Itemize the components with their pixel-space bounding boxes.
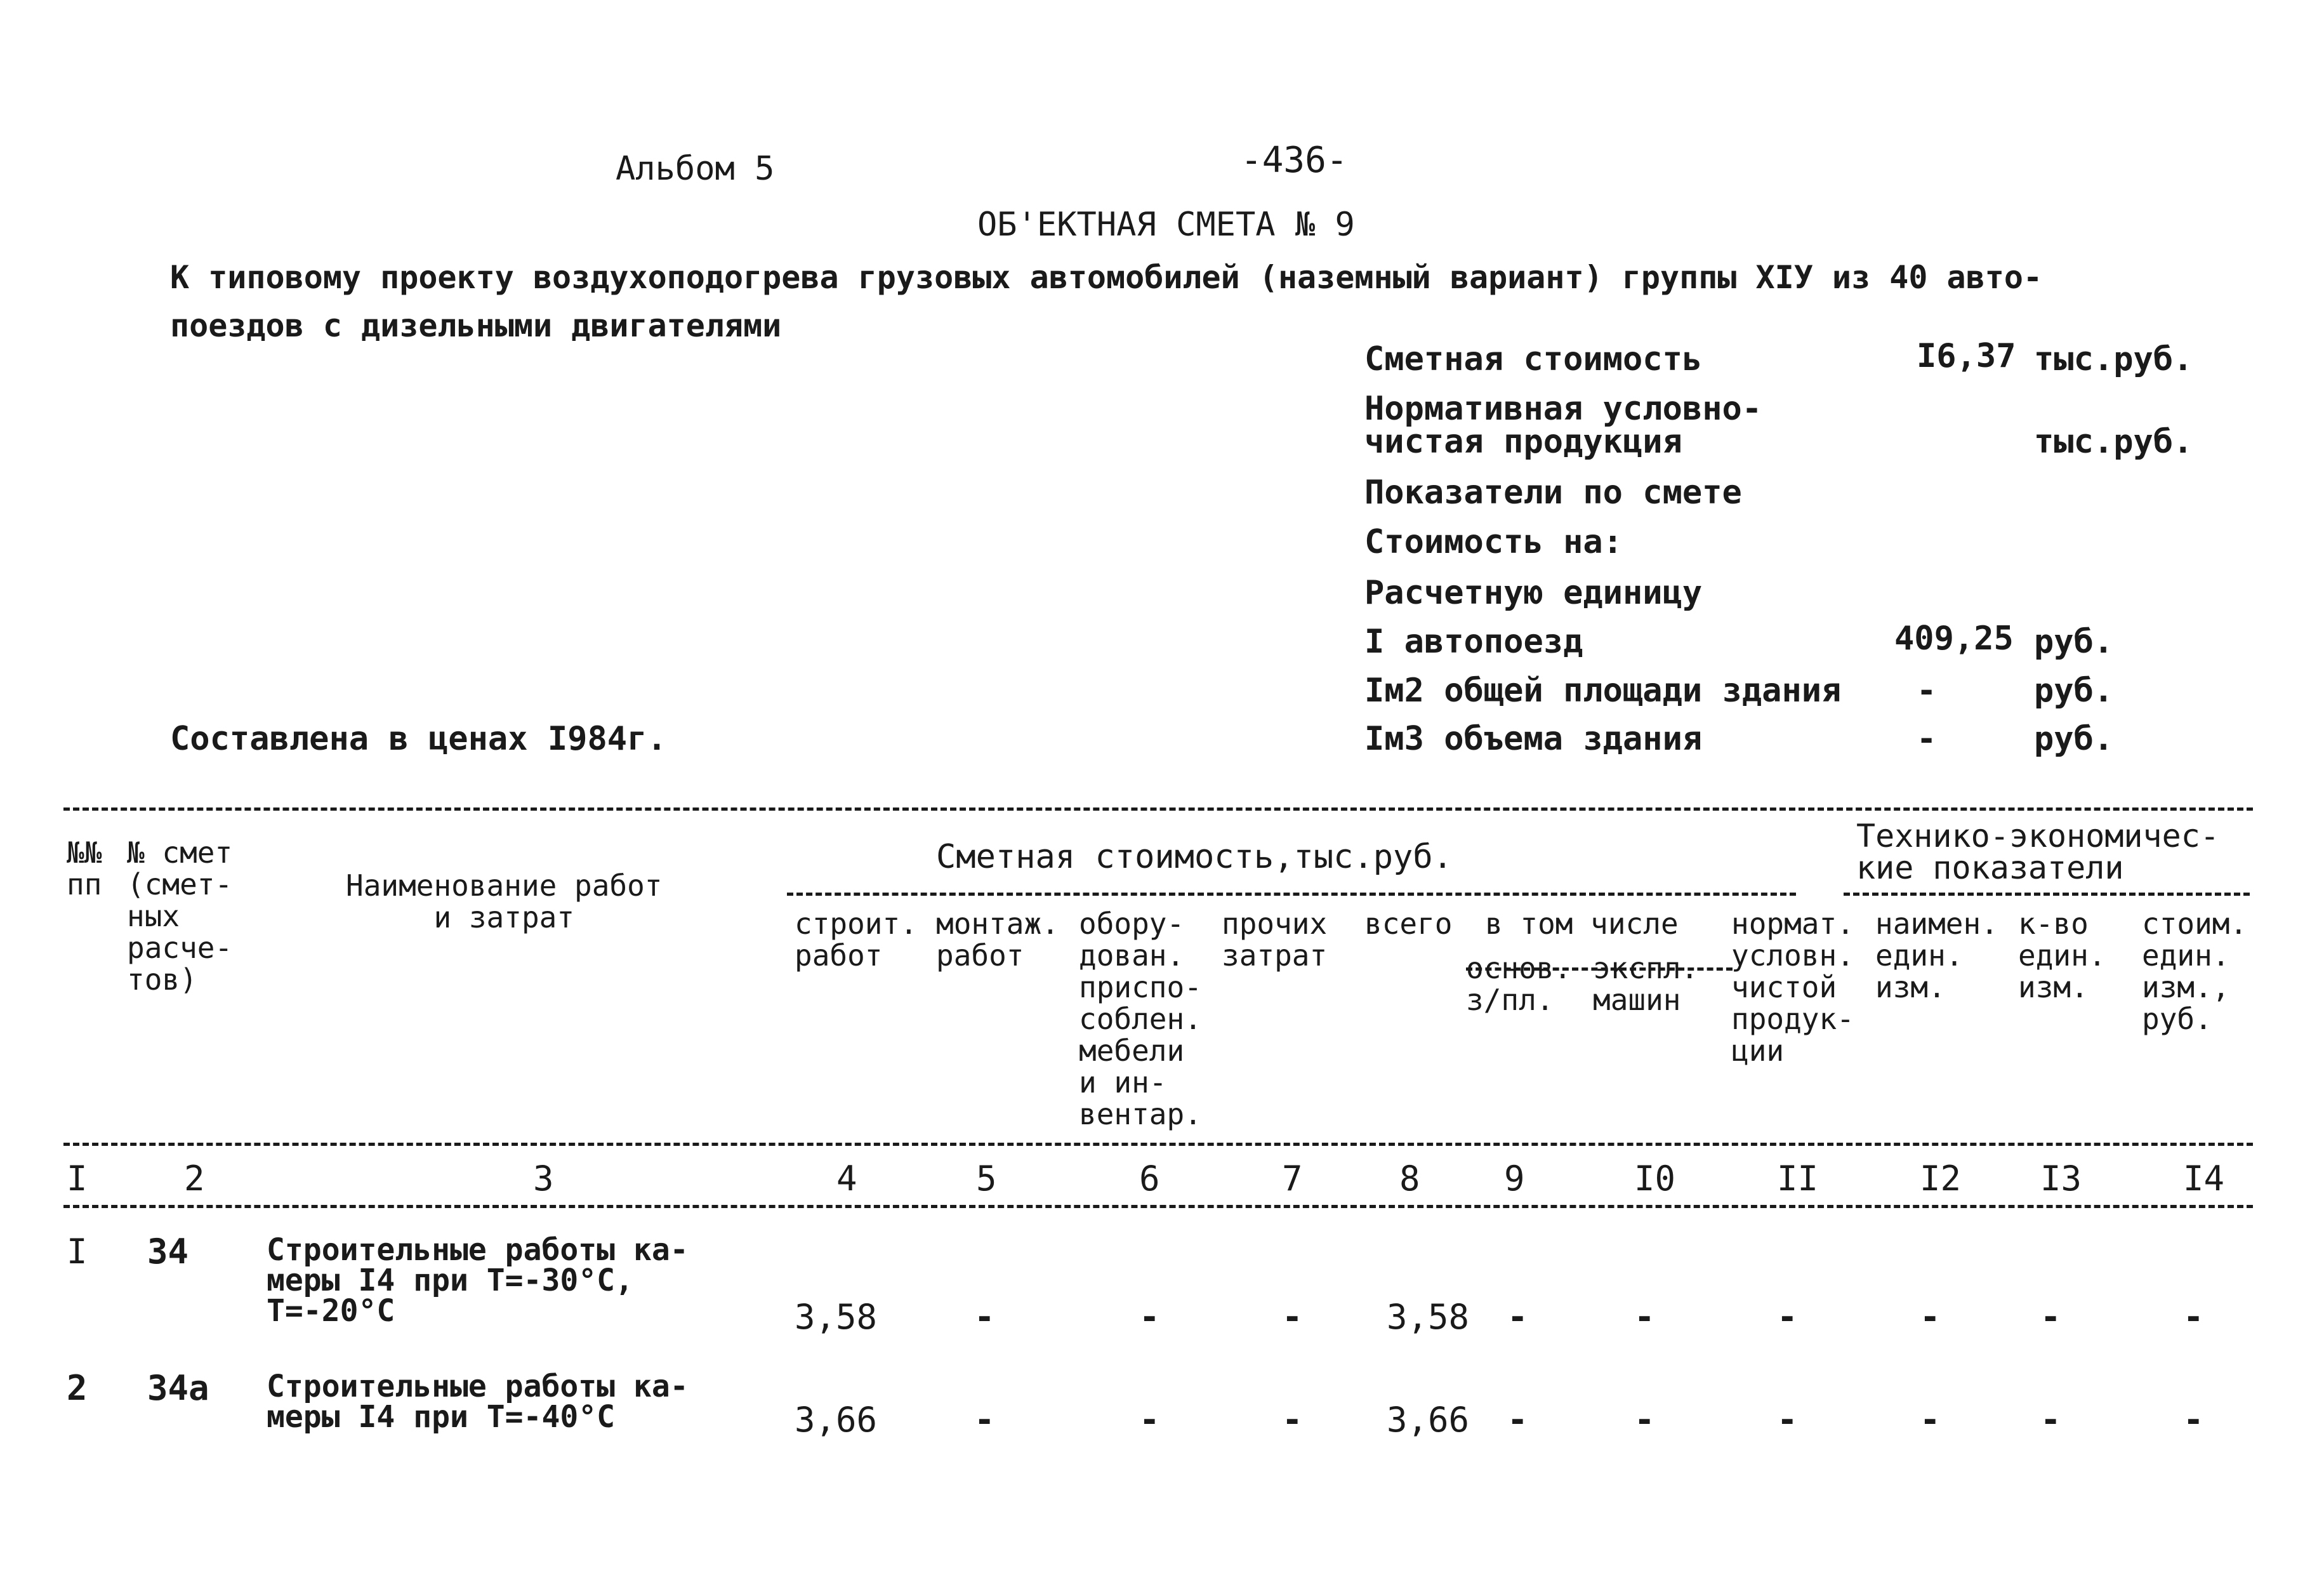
row-naimen: - xyxy=(1920,1400,1941,1440)
row-ekspl: - xyxy=(1634,1297,1655,1337)
column-number: I xyxy=(67,1159,88,1199)
album-label: Альбом 5 xyxy=(616,150,775,188)
column-number: 7 xyxy=(1282,1159,1303,1199)
row-kvo: - xyxy=(2040,1400,2061,1440)
table-top-rule xyxy=(63,807,2253,811)
header-tech-group: Технико-экономичес- кие показатели xyxy=(1856,818,2219,886)
header-col-3: Наименование работ и затрат xyxy=(346,868,663,934)
header-col-1: №№ пп xyxy=(67,835,102,901)
column-number: 5 xyxy=(976,1159,997,1199)
row-normat: - xyxy=(1777,1297,1798,1337)
row-stoim: - xyxy=(2183,1297,2204,1337)
summary-row-unit: руб. xyxy=(2034,720,2114,758)
row-prochie: - xyxy=(1282,1400,1303,1440)
column-number: II xyxy=(1777,1159,1819,1199)
column-number: 9 xyxy=(1504,1159,1525,1199)
column-number: I4 xyxy=(2183,1159,2225,1199)
row-naimen: - xyxy=(1920,1297,1941,1337)
description-line-2: поездов с дизельными двигателями xyxy=(170,307,782,344)
summary-row-unit: руб. xyxy=(2034,623,2114,661)
description-line-1: К типовому проекту воздухоподогрева грузовых автомобилей (наземный вариант) группы XIУ из 40 авто- xyxy=(170,259,2043,296)
summary-row-value: 409,25 xyxy=(1894,620,2014,658)
header-col-14: стоим. един. изм., руб. xyxy=(2142,907,2248,1036)
row-vsego: 3,58 xyxy=(1387,1297,1470,1337)
row-montazh: - xyxy=(974,1297,995,1337)
document-title: ОБ'ЕКТНАЯ СМЕТА № 9 xyxy=(977,206,1355,244)
column-number: 2 xyxy=(184,1159,205,1199)
header-col-4: строит. работ xyxy=(795,907,918,973)
summary-row-label: I автопоезд xyxy=(1364,623,1583,661)
cost-group-rule xyxy=(787,893,1796,896)
summary-row-label: Iм2 общей площади здания xyxy=(1364,672,1842,710)
column-number: 8 xyxy=(1399,1159,1420,1199)
header-col-12: наимен. един. изм. xyxy=(1875,907,1998,1004)
row-number: I xyxy=(67,1232,88,1272)
header-col-8: всего xyxy=(1364,907,1453,941)
page-number: -436- xyxy=(1241,140,1348,181)
column-number: I3 xyxy=(2040,1159,2082,1199)
row-kvo: - xyxy=(2040,1297,2061,1337)
header-col-6: обору- дован. приспо- соблен. мебели и ин- вентар. xyxy=(1079,907,1202,1131)
header-col-7: прочих затрат xyxy=(1222,907,1328,973)
row-stroit: 3,66 xyxy=(795,1400,878,1440)
row-smeta-number: 34а xyxy=(147,1368,209,1408)
normative-label-2: чистая продукция xyxy=(1364,423,1682,461)
indicators-label: Показатели по смете xyxy=(1364,474,1742,512)
row-smeta-number: 34 xyxy=(147,1232,189,1272)
row-normat: - xyxy=(1777,1400,1798,1440)
row-stroit: 3,58 xyxy=(795,1297,878,1337)
row-work-name: Строительные работы ка- меры I4 при Т=-40°С xyxy=(267,1369,689,1435)
cost-value: I6,37 xyxy=(1917,337,2016,375)
numbers-bottom-rule xyxy=(63,1205,2253,1208)
row-osnov: - xyxy=(1507,1297,1528,1337)
header-cost-group: Сметная стоимость,тыс.руб. xyxy=(936,838,1453,876)
row-montazh: - xyxy=(974,1400,995,1440)
summary-row-label: Iм3 объема здания xyxy=(1364,720,1703,758)
header-col-11: нормат. условн. чистой продук- ции xyxy=(1731,907,1854,1068)
header-col-9: основ. з/пл. xyxy=(1466,951,1572,1017)
header-incl: в том числе xyxy=(1485,907,1679,941)
normative-label-1: Нормативная условно- xyxy=(1364,390,1762,428)
row-ekspl: - xyxy=(1634,1400,1655,1440)
header-col-13: к-во един. изм. xyxy=(2018,907,2106,1004)
cost-per-label: Стоимость на: xyxy=(1364,523,1623,561)
row-prochie: - xyxy=(1282,1297,1303,1337)
column-number: 4 xyxy=(836,1159,857,1199)
row-work-name: Строительные работы ка- меры I4 при Т=-30°С, Т=-20°С xyxy=(267,1232,689,1329)
header-bottom-rule xyxy=(63,1143,2253,1146)
summary-row-value: - xyxy=(1917,720,1937,758)
row-oborud: - xyxy=(1139,1297,1160,1337)
cost-label: Сметная стоимость xyxy=(1364,340,1703,378)
column-number: 6 xyxy=(1139,1159,1160,1199)
tech-group-rule xyxy=(1844,893,2250,896)
header-col-10: экспл. машин xyxy=(1593,951,1699,1017)
prices-note: Составлена в ценах I984г. xyxy=(170,720,667,758)
summary-row-value: - xyxy=(1917,672,1937,710)
row-osnov: - xyxy=(1507,1400,1528,1440)
column-number: I2 xyxy=(1920,1159,1962,1199)
column-number: 3 xyxy=(533,1159,554,1199)
header-col-5: монтаж. работ xyxy=(936,907,1059,973)
row-stoim: - xyxy=(2183,1400,2204,1440)
header-col-2: № смет (смет- ных расче- тов) xyxy=(127,835,233,997)
summary-row-unit: руб. xyxy=(2034,672,2114,710)
row-vsego: 3,66 xyxy=(1387,1400,1470,1440)
normative-unit: тыс.руб. xyxy=(2034,423,2193,461)
cost-unit: тыс.руб. xyxy=(2034,340,2193,378)
column-number: I0 xyxy=(1634,1159,1676,1199)
unit-label: Расчетную единицу xyxy=(1364,574,1703,612)
row-oborud: - xyxy=(1139,1400,1160,1440)
row-number: 2 xyxy=(67,1368,88,1408)
